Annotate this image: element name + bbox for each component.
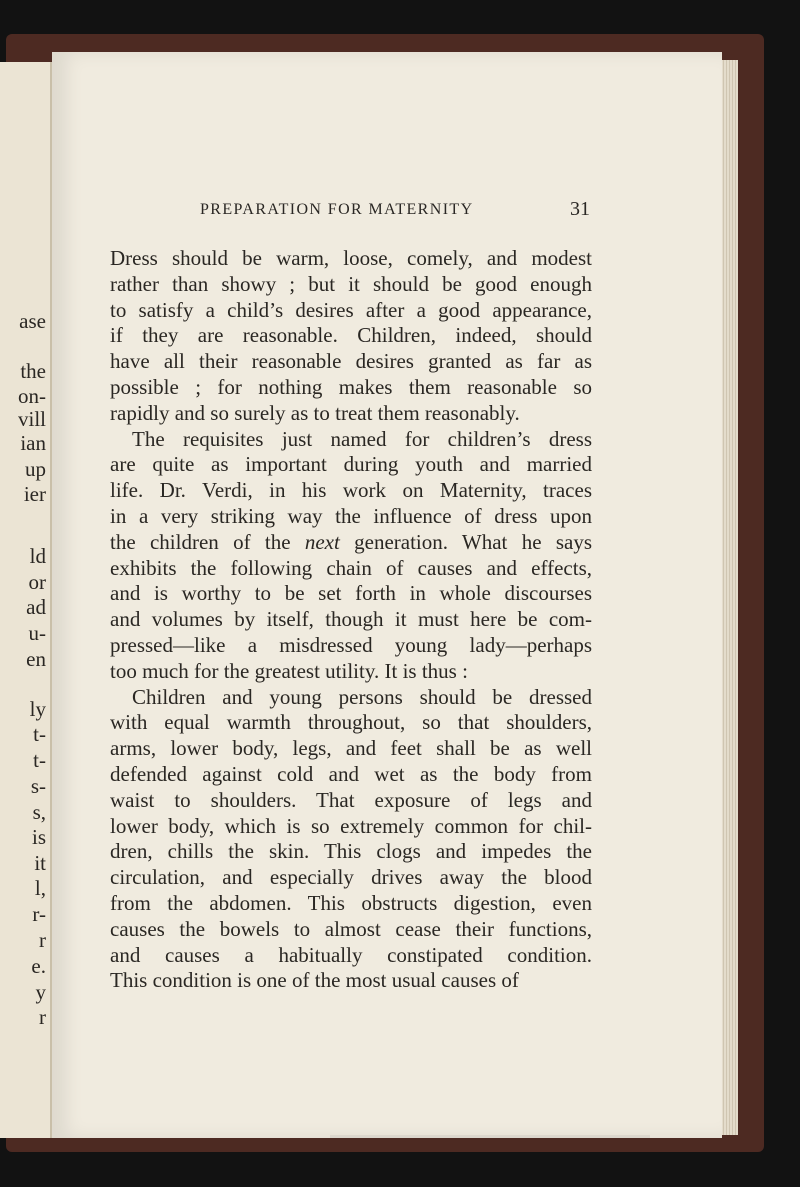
text-line: and is worthy to be set forth in whole discourses: [110, 581, 592, 606]
left-page-line: ld: [29, 544, 46, 568]
text-line: and volumes by itself, though it must here be com-: [110, 607, 592, 632]
left-page-line: is: [31, 825, 46, 849]
text-line: life. Dr. Verdi, in his work on Maternity, traces: [110, 478, 592, 503]
left-page-line: r-: [32, 902, 46, 926]
text-line: The requisites just named for children’s dress: [132, 426, 592, 451]
text-line: Children and young persons should be dressed: [132, 684, 592, 709]
text-line: This condition is one of the most usual causes of: [110, 968, 519, 993]
text-line: defended against cold and wet as the body from: [110, 761, 592, 786]
left-page-line: r: [39, 928, 46, 952]
text-line: and causes a habitually constipated condition.: [110, 942, 592, 967]
text-line: pressed—like a misdressed young lady—perhaps: [110, 632, 592, 657]
left-page-line: on-: [18, 384, 46, 408]
left-page-line: vill: [17, 407, 46, 431]
text-line: causes the bowels to almost cease their functions,: [110, 916, 592, 941]
text-line: are quite as important during youth and married: [110, 452, 592, 477]
running-head-title: PREPARATION FOR MATERNITY: [200, 201, 474, 218]
left-page-line: t-: [33, 722, 46, 746]
text-line: have all their reasonable desires granted as far as: [110, 349, 592, 374]
text-line: circulation, and especially drives away the blood: [110, 865, 592, 890]
left-page-line: or: [28, 570, 46, 594]
left-page-line: ase: [19, 309, 46, 333]
text-line: Dress should be warm, loose, comely, and modest: [110, 246, 592, 270]
text-line: dren, chills the skin. This clogs and impedes the: [110, 839, 592, 864]
left-page-line: ly: [29, 697, 46, 721]
left-page-line: up: [25, 457, 46, 481]
text-line: from the abdomen. This obstructs digestion, even: [110, 890, 592, 915]
text-line: lower body, which is so extremely common for chil-: [110, 813, 592, 838]
left-page-line: t-: [33, 748, 46, 772]
left-page-line: s-: [30, 774, 46, 798]
text-line: the children of the next generation. What he says: [110, 529, 592, 554]
left-page-line: u-: [28, 621, 46, 645]
left-page-line: it: [34, 851, 46, 875]
body-text: [110, 246, 592, 994]
text-line: rapidly and so surely as to treat them reasonably.: [110, 400, 520, 425]
text-line: in a very striking way the influence of dress upon: [110, 503, 592, 528]
left-page-line: ier: [23, 482, 46, 506]
left-page-line: ian: [20, 431, 46, 455]
left-page-line: l,: [34, 876, 46, 900]
left-page-line: en: [26, 647, 46, 671]
text-line: waist to shoulders. That exposure of legs and: [110, 787, 592, 812]
text-line: exhibits the following chain of causes and effects,: [110, 555, 592, 580]
text-line: with equal warmth throughout, so that shoulders,: [110, 710, 592, 735]
left-page-line: y: [35, 980, 46, 1004]
text-line: to satisfy a child’s desires after a good appearance,: [110, 297, 592, 322]
left-page-line: s,: [32, 800, 46, 824]
text-line: rather than showy ; but it should be good enough: [110, 271, 592, 296]
page-number: 31: [570, 198, 590, 220]
left-page-line: the: [20, 359, 46, 383]
text-line: if they are reasonable. Children, indeed, should: [110, 323, 592, 348]
text-line: too much for the greatest utility. It is thus :: [110, 658, 468, 683]
left-page-line: r: [39, 1005, 46, 1029]
left-page-line: ad: [26, 595, 46, 619]
text-line: possible ; for nothing makes them reasonable so: [110, 374, 592, 399]
running-head: [200, 198, 590, 222]
left-page: [0, 62, 52, 1138]
page-shadow: [330, 1135, 650, 1138]
text-line: arms, lower body, legs, and feet shall be as well: [110, 736, 592, 761]
left-page-line: e.: [31, 954, 46, 978]
